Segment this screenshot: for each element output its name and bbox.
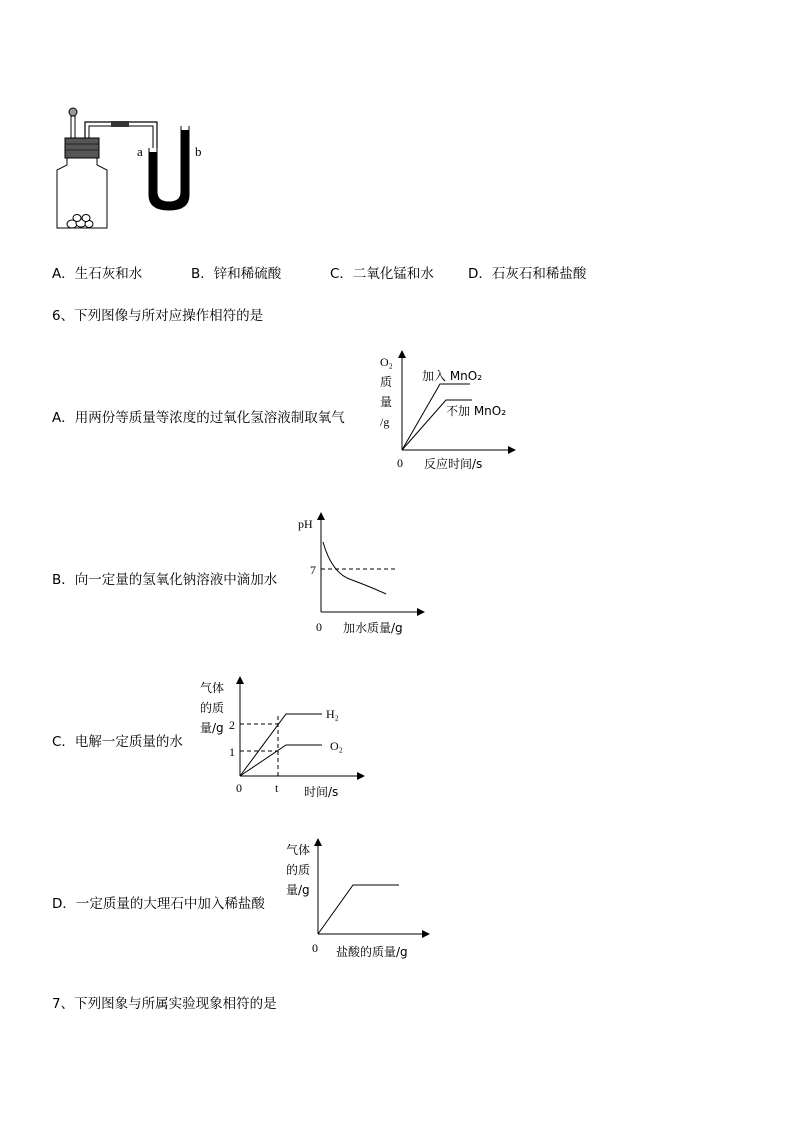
- stopper: [65, 138, 99, 158]
- q5-option-b: B．锌和稀硫酸: [191, 266, 282, 282]
- graph-d-ylabel-2: 的质: [286, 863, 311, 877]
- graph-a-ylabel-3: 量: [380, 395, 393, 409]
- q5-option-d: D．石灰石和稀盐酸: [468, 266, 587, 282]
- graph-d-ylabel-1: 气体: [286, 843, 311, 857]
- graph-c: [196, 676, 366, 802]
- q6-option-d: D．一定质量的大理石中加入稀盐酸: [52, 896, 265, 912]
- dropper-bulb: [69, 108, 77, 116]
- graph-c-tick-1: 1: [229, 745, 235, 759]
- graph-b-tick-7: 7: [310, 563, 316, 577]
- graph-c-xlabel: 时间/s: [304, 785, 339, 799]
- graph-a-series-2: 不加 MnO₂: [446, 404, 507, 418]
- graph-b-ylabel: pH: [298, 517, 313, 531]
- graph-c-line-o2: [240, 745, 322, 776]
- u-tube-liquid: [149, 130, 189, 210]
- graph-a-ylabel-1: O₂: [380, 355, 393, 369]
- graph-c-series-h2: H₂: [326, 707, 339, 721]
- rubber-joint: [111, 121, 129, 127]
- graph-c-tick-t: t: [275, 781, 279, 795]
- graph-c-ylabel-2: 的质: [200, 701, 225, 715]
- graph-d-ylabel-3: 量/g: [286, 883, 310, 897]
- q5-option-a: A．生石灰和水: [52, 266, 143, 282]
- graph-a-ylabel-4: /g: [380, 415, 390, 429]
- graph-c-ylabel-3: 量/g: [200, 721, 224, 735]
- label-b: b: [195, 144, 202, 159]
- q6-option-b: B．向一定量的氢氧化钠溶液中滴加水: [52, 572, 278, 588]
- graph-a-series-1: 加入 MnO₂: [422, 369, 483, 383]
- graph-c-series-o2: O₂: [330, 739, 343, 753]
- graph-b: [296, 512, 426, 642]
- q6-option-a: A．用两份等质量等浓度的过氧化氢溶液制取氧气: [52, 410, 345, 426]
- apparatus-figure: [45, 100, 215, 235]
- q7-stem: 7、下列图象与所属实验现象相符的是: [52, 996, 277, 1012]
- graph-d-line: [318, 885, 399, 934]
- graph-a-origin: 0: [397, 456, 403, 470]
- graph-d: [284, 838, 434, 964]
- graph-b-origin: 0: [316, 620, 322, 634]
- graph-a-ylabel-2: 质: [380, 375, 393, 389]
- graph-d-origin: 0: [312, 941, 318, 955]
- graph-d-xlabel: 盐酸的质量/g: [336, 945, 408, 959]
- graph-c-tick-2: 2: [229, 718, 235, 732]
- q5-option-c: C．二氧化锰和水: [330, 266, 434, 282]
- q6-stem: 6、下列图像与所对应操作相符的是: [52, 308, 264, 324]
- graph-c-origin: 0: [236, 781, 242, 795]
- label-a: a: [137, 144, 143, 159]
- q6-option-c: C．电解一定质量的水: [52, 734, 183, 750]
- graph-c-ylabel-1: 气体: [200, 681, 225, 695]
- graph-a: [372, 350, 522, 475]
- graph-b-curve: [323, 542, 386, 594]
- graph-b-xlabel: 加水质量/g: [343, 621, 403, 635]
- graph-a-xlabel: 反应时间/s: [424, 457, 483, 471]
